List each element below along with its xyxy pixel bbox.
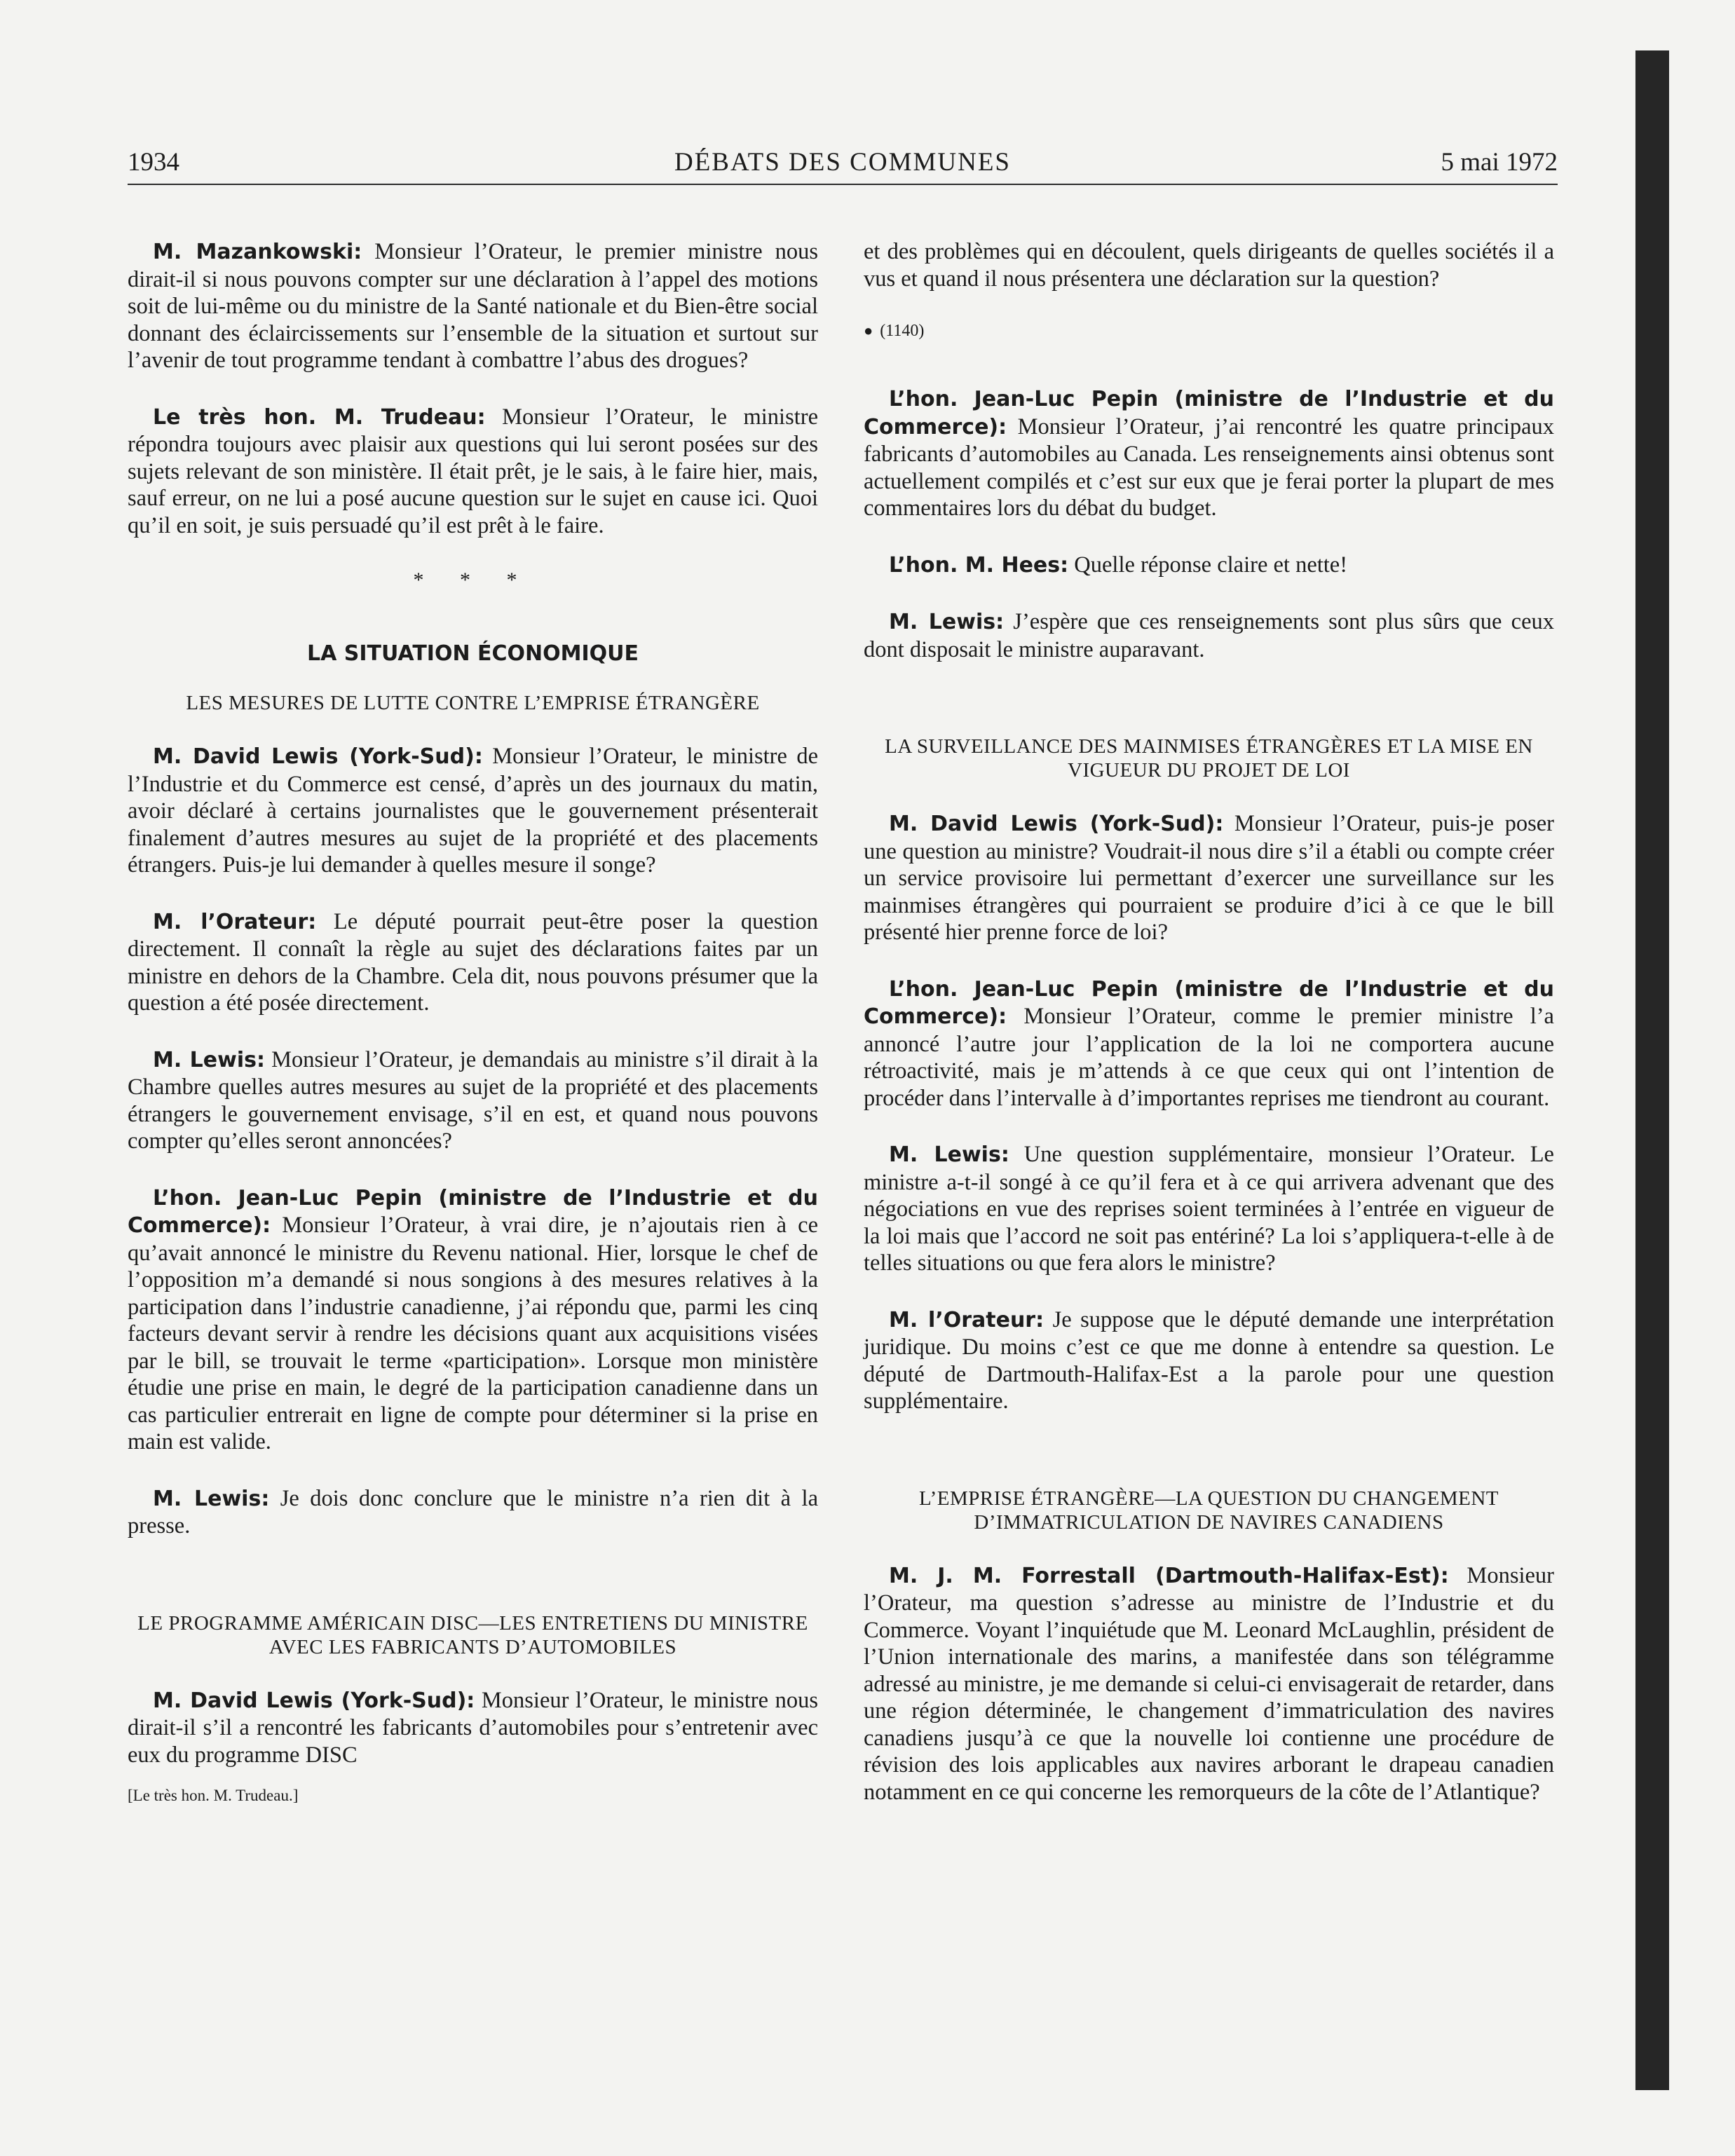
speech-paragraph — [128, 1687, 818, 1769]
speaker-name: M. l’Orateur: — [153, 909, 317, 934]
right-column — [864, 238, 1554, 1835]
speaker-name: M. Lewis: — [153, 1486, 270, 1511]
speech-paragraph — [128, 1485, 818, 1540]
speech-text: Je suppose que le député demande une interprétation juridique. Du moins c’est ce que me donne à entendre sa question. Le député de Dartmouth-Halifax-Est a la parole pour une question supplémentaire. — [864, 1306, 1554, 1414]
speaker-name: M. Lewis: — [889, 1142, 1009, 1167]
page-header — [128, 146, 1558, 185]
speech-paragraph — [128, 1046, 818, 1155]
continuation-note: [Le très hon. M. Trudeau.] — [128, 1787, 299, 1804]
speaker-name: M. Lewis: — [153, 1047, 265, 1072]
speaker-name: M. J. M. Forrestall (Dartmouth-Halifax-Est): — [889, 1563, 1449, 1588]
speech-paragraph — [128, 743, 818, 879]
speaker-name: L’hon. M. Hees: — [889, 552, 1069, 578]
speaker-name: L’hon. Jean-Luc Pepin (ministre de l’Industrie et du Commerce): — [864, 387, 1554, 439]
speech-text: Monsieur l’Orateur, le ministre de l’Industrie et du Commerce est censé, d’après un des journaux du matin, avoir déclaré à certains journalistes que le gouvernement présenterait finalement d’autres mesures au sujet de la propriété et des placements étrangers. Puis-je lui demander à quelles mesure il songe? — [128, 744, 819, 878]
speech-text: Monsieur l’Orateur, j’ai rencontré les quatre principaux fabricants d’automobiles au Canada. Les renseignements ainsi obtenus sont actuellement compilés et c’est sur eux que je ferai porter la plupart de mes commentaires lors du débat du budget. — [864, 414, 1554, 521]
speech-text: J’espère que ces renseignements sont plus sûrs que ceux dont disposait le ministre auparavant. — [864, 609, 1554, 662]
speech-text: Je dois donc conclure que le ministre n’a rien dit à la presse. — [128, 1485, 818, 1538]
speech-text: Monsieur l’Orateur, puis-je poser une question au ministre? Voudrait-il nous dire s’il a établi ou compte créer un service provisoire lui permettant d’exercer une surveillance sur les mainmises étrangères qui pourraient se produire d’ici à ce que le bill présenté hier prenne force de loi? — [864, 811, 1554, 945]
speech-text: et des problèmes qui en découlent, quels dirigeants de quelles sociétés il a vus et quand il nous présentera une déclaration sur la question? — [864, 239, 1554, 292]
speaker-name: M. l’Orateur: — [889, 1307, 1045, 1332]
speech-text: Quelle réponse claire et nette! — [1068, 552, 1348, 578]
speech-text: Monsieur l’Orateur, je demandais au ministre s’il dirait à la Chambre quelles autres mesures au sujet de la propriété et des placements étrangers le gouvernement envisage, s’il en est, et quand nous pouvons compter qu’elles seront annoncées? — [128, 1046, 818, 1154]
speech-paragraph — [864, 608, 1554, 663]
speech-text: Monsieur l’Orateur, ma question s’adresse au ministre de l’Industrie et du Commerce. Voyant l’inquiétude que M. Leonard McLaughlin, président de l’Union internationale des marins, a manifestée dans son télégramme adressé au ministre, je me demande si celui-ci envisagerait de retarder, dans une région déterminée, le changement d’immatriculation des navires canadiens jusqu’à ce que la nouvelle loi contienne une procédure de révision des lois applicables aux navires arborant le drapeau canadien notamment en ce qui concerne les remorqueurs de la côte de l’Atlantique? — [864, 1562, 1555, 1805]
speech-paragraph — [128, 908, 818, 1017]
speech-paragraph — [864, 1562, 1554, 1806]
subsection-heading: LA SURVEILLANCE DES MAINMISES ÉTRANGÈRES ET LA MISE EN VIGUEUR DU PROJET DE LOI — [885, 735, 1533, 782]
subsection-heading: L’EMPRISE ÉTRANGÈRE—LA QUESTION DU CHANGEMENT D’IMMATRICULATION DE NAVIRES CANADIENS — [919, 1487, 1499, 1534]
speech-paragraph — [864, 1306, 1554, 1415]
speech-paragraph — [128, 1185, 818, 1456]
speaker-name: M. David Lewis (York-Sud): — [153, 1688, 475, 1713]
speech-text: Monsieur l’Orateur, le ministre nous dirait-il s’il a rencontré les fabricants d’automobiles pour s’entretenir avec eux du programme DISC — [128, 1687, 818, 1768]
speaker-name: M. Lewis: — [889, 610, 1005, 634]
speaker-name: Le très hon. M. Trudeau: — [153, 404, 486, 430]
speech-paragraph — [864, 552, 1554, 580]
speaker-name: M. David Lewis (York-Sud): — [153, 744, 483, 769]
page-number: 1934 — [128, 148, 179, 177]
bullet-icon: ● — [864, 322, 873, 339]
speaker-name: L’hon. Jean-Luc Pepin (ministre de l’Industrie et du Commerce): — [128, 1185, 818, 1238]
speaker-name: L’hon. Jean-Luc Pepin (ministre de l’Industrie et du Commerce): — [864, 976, 1554, 1029]
publication-date: 5 mai 1972 — [1441, 148, 1558, 177]
speech-paragraph — [864, 976, 1554, 1112]
subsection-heading: LES MESURES DE LUTTE CONTRE L’EMPRISE ÉTRANGÈRE — [186, 692, 760, 714]
speech-paragraph — [864, 386, 1554, 522]
publication-title: DÉBATS DES COMMUNES — [674, 148, 1011, 177]
speech-paragraph — [128, 404, 818, 540]
subsection-heading: LE PROGRAMME AMÉRICAIN DISC—LES ENTRETIENS DU MINISTRE AVEC LES FABRICANTS D’AUTOMOBILES — [137, 1611, 808, 1658]
speech-text: Monsieur l’Orateur, à vrai dire, je n’ajoutais rien à ce qu’avait annoncé le ministre du Revenu national. Hier, lorsque le chef de l’opposition m’a demandé si nous songions à des mesures relatives à la participation dans l’industrie canadienne, j’ai répondu que, parmi les cinq facteurs devant servir à rendre les décisions quant aux acquisitions visées par le bill, se trouvait le terme «participation». Lorsque mon ministère étudie une prise en main, le degré de la participation canadienne dans un cas particulier entrerait en ligne de compte pour déterminer si la prise en main est valide. — [128, 1213, 818, 1454]
time-marker — [864, 322, 1554, 341]
speaker-name: M. David Lewis (York-Sud): — [889, 812, 1224, 836]
section-separator: * * * — [413, 568, 533, 592]
speech-text: Monsieur l’Orateur, comme le premier ministre l’a annoncé l’autre jour l’application de la loi ne comportera aucune rétroactivité, mais je m’attends à ce que ceux qui ont l’intention de procéder dans l’intervalle à d’importantes reprises me tiendront au courant. — [864, 1004, 1554, 1111]
speech-paragraph — [864, 238, 1554, 292]
speech-paragraph — [128, 238, 818, 374]
speaker-name: M. Mazankowski: — [153, 240, 362, 264]
scan-edge-shadow — [1635, 50, 1669, 2090]
speech-text: Monsieur l’Orateur, le ministre répondra toujours avec plaisir aux questions qui lui seront posées sur des sujets relevant de son ministère. Il était prêt, je le sais, à le faire hier, mais, sauf erreur, on ne lui a posé aucune question sur le sujet en cause ici. Quoi qu’il en soit, je suis persuadé qu’il est prêt à le faire. — [128, 404, 819, 538]
speech-paragraph — [864, 1141, 1554, 1277]
speech-text: Une question supplémentaire, monsieur l’Orateur. Le ministre a-t-il songé à ce qu’il fera et à ce qui arrivera advenant que des négociations en vue des reprises soient terminées à l’entrée en vigueur de la loi mais que l’accord ne soit pas entériné? La loi s’appliquera-t-elle à de telles situations ou que fera alors le ministre? — [864, 1142, 1554, 1276]
speech-paragraph — [864, 810, 1554, 946]
left-column — [128, 238, 818, 1805]
speech-text: Monsieur l’Orateur, le premier ministre nous dirait-il si nous pouvons compter sur une déclaration à l’appel des motions soit de lui-même ou du ministre de la Santé nationale et du Bien-être social donnant des éclaircissements sur l’ensemble de la situation et surtout sur l’avenir de tout programme tendant à combattre l’abus des drogues? — [128, 239, 818, 373]
speech-text: Le député pourrait peut-être poser la question directement. Il connaît la règle au sujet des déclarations faites par un ministre en dehors de la Chambre. Cela dit, nous pouvons présumer que la question a été posée directement. — [128, 908, 819, 1016]
section-heading: LA SITUATION ÉCONOMIQUE — [306, 641, 639, 666]
time-marker-text: (1140) — [880, 322, 925, 340]
